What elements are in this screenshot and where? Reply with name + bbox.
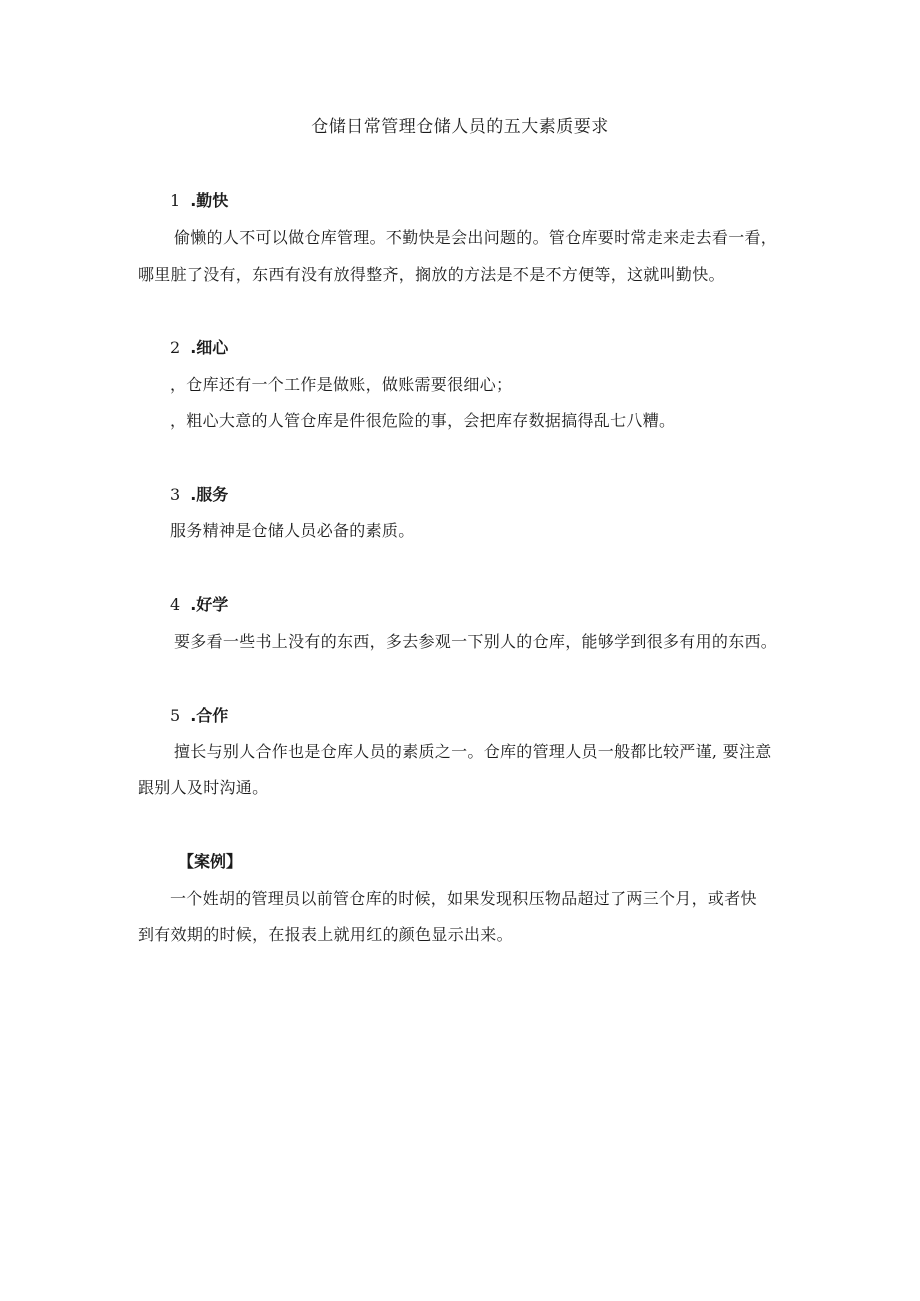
section-2-line-1: ，仓库还有一个工作是做账，做账需要很细心； (170, 375, 513, 394)
section-3-title: .服务 (190, 485, 229, 504)
section-2-title: .细心 (190, 338, 229, 357)
document-title: 仓储日常管理仓储人员的五大素质要求 (311, 117, 609, 137)
section-1-title: .勤快 (190, 191, 229, 210)
case-title: 【案例】 (178, 852, 243, 871)
section-4-line-1: 要多看一些书上没有的东西，多去参观一下别人的仓库，能够学到很多有用的东西。 (174, 632, 778, 651)
section-1-line-2: 哪里脏了没有，东西有没有放得整齐，搁放的方法是不是不方便等，这就叫勤快。 (138, 265, 725, 284)
case-line-2: 到有效期的时候，在报表上就用红的颜色显示出来。 (138, 925, 513, 944)
section-3-number: 3 (170, 485, 181, 504)
section-5-title: .合作 (190, 706, 229, 725)
section-4-number: 4 (170, 595, 181, 614)
section-1-number: 1 (170, 191, 181, 210)
section-2-line-2: ，粗心大意的人管仓库是件很危险的事，会把库存数据搞得乱七八糟。 (170, 411, 676, 430)
section-4-title: .好学 (190, 595, 229, 614)
section-2-number: 2 (170, 338, 181, 357)
case-line-1: 一个姓胡的管理员以前管仓库的时候，如果发现积压物品超过了两三个月，或者快 (170, 889, 757, 908)
section-5-line-2: 跟别人及时沟通。 (138, 778, 269, 797)
section-4-heading (170, 592, 228, 615)
section-3-heading (170, 482, 228, 505)
section-1-heading (170, 188, 228, 211)
section-3-line-1: 服务精神是仓储人员必备的素质。 (170, 521, 415, 540)
section-5-line-1: 擅长与别人合作也是仓库人员的素质之一。仓库的管理人员一般都比较严谨, 要注意 (174, 742, 772, 761)
section-5-number: 5 (170, 706, 181, 725)
section-2-heading (170, 335, 228, 358)
section-5-heading (170, 703, 228, 726)
section-1-line-1: 偷懒的人不可以做仓库管理。不勤快是会出问题的。管仓库要时常走来走去看一看， (174, 228, 778, 247)
